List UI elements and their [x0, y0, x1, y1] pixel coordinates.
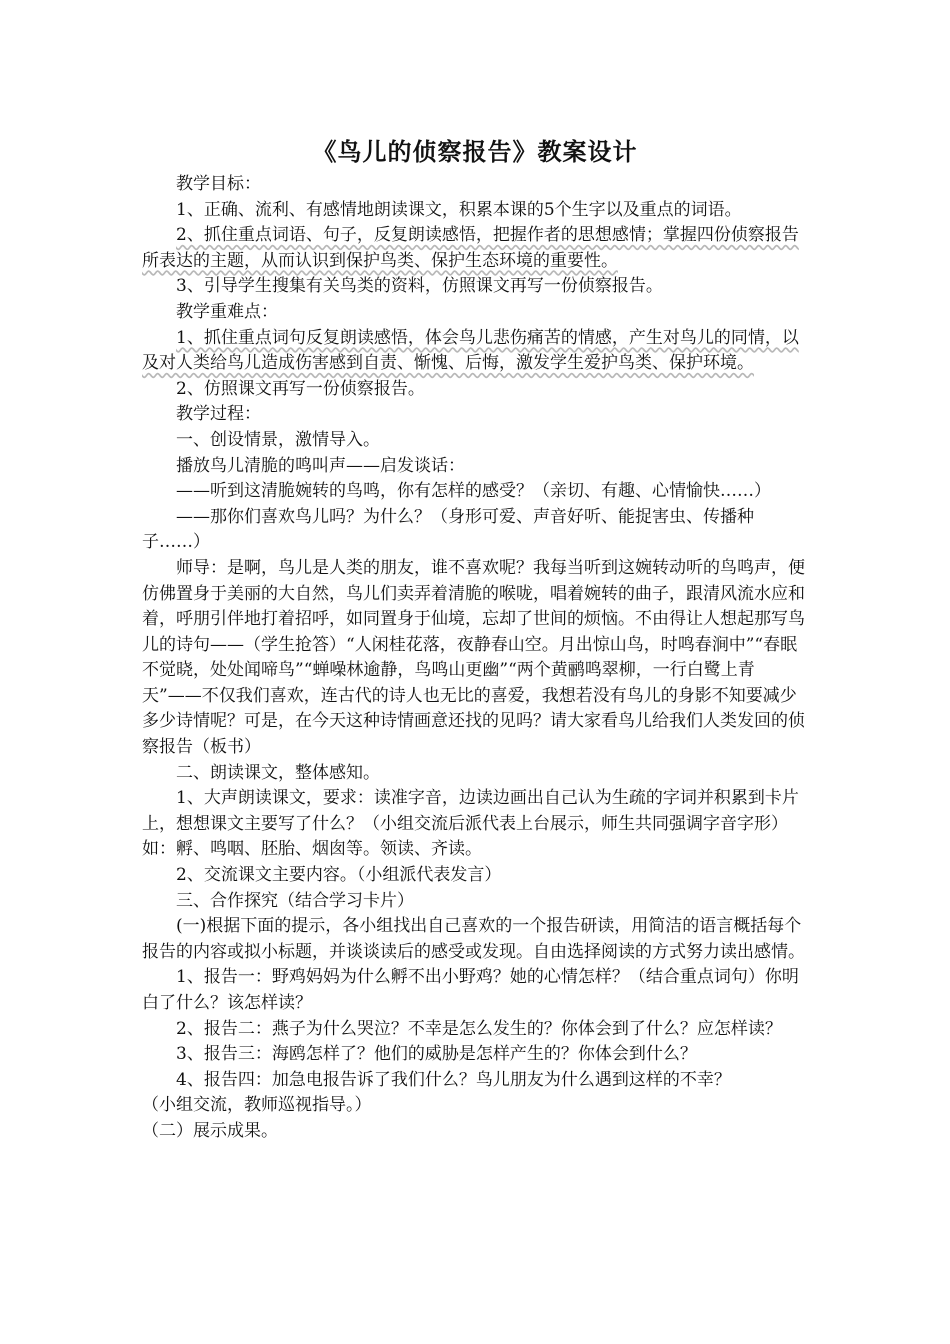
- paragraph: 1、正确、流利、有感情地朗读课文，积累本课的5个生字以及重点的词语。: [176, 199, 742, 220]
- paragraph: （小组交流，教师巡视指导。）: [142, 1095, 372, 1116]
- document-body: [142, 172, 810, 1145]
- paragraph: 3、报告三：海鸥怎样了？他们的威胁是怎样产生的？你体会到什么？: [176, 1044, 697, 1065]
- paragraph: [142, 326, 810, 377]
- paragraph: 2、仿照课文再写一份侦察报告。: [176, 378, 425, 399]
- paragraph: (一)根据下面的提示，各小组找出自己喜欢的一个报告研读，用简洁的语言概括每个报告的内容或拟小标题，并谈谈读后的感受或发现。自由选择阅读的方式努力读出感情。: [142, 916, 805, 962]
- paragraph: 一、创设情景，激情导入。: [176, 429, 380, 450]
- paragraph-text: 1、抓住重点词句反复朗读感悟，体会鸟儿悲伤痛苦的情感，产生对鸟儿的同情，以及对人类给鸟儿造成伤害感到自责、惭愧、后悔，激发学生爱护鸟类、保护环境。: [142, 327, 799, 374]
- paragraph: 三、合作探究（结合学习卡片）: [176, 890, 414, 911]
- paragraph: ——听到这清脆婉转的鸟鸣，你有怎样的感受？（亲切、有趣、心情愉快……）: [176, 481, 771, 502]
- paragraph: ——那你们喜欢鸟儿吗？为什么？（身形可爱、声音好听、能捉害虫、传播种子……）: [142, 506, 754, 553]
- paragraph: 教学目标：: [176, 174, 261, 194]
- paragraph: 播放鸟儿清脆的鸣叫声——启发谈话：: [176, 455, 465, 476]
- paragraph: 3、引导学生搜集有关鸟类的资料，仿照课文再写一份侦察报告。: [176, 276, 663, 297]
- paragraph: 师导：是啊，鸟儿是人类的朋友，谁不喜欢呢？我每当听到这婉转动听的鸟鸣声，便仿佛置身于美丽的大自然，鸟儿们卖弄着清脆的喉咙，唱着婉转的曲子，跟清风流水应和着，呼朋引伴地打着招呼，如同置身于仙境，忘却了世间的烦恼。不由得让人想起那写鸟儿的诗句——（学生抢答）“人闲桂花落，夜静春山空。月出惊山鸟，时鸣春涧中”“春眠不觉晓，处处闻啼鸟”“蝉噪林逾静，鸟鸣山更幽”“两个黄鹂鸣翠柳，一行白鹭上青天”——不仅我们喜欢，连古代的诗人也无比的喜爱，我想若没有鸟儿的身影不知要减少多少诗情呢？可是，在今天这种诗情画意还找的见吗？请大家看鸟儿给我们人类发回的侦察报告（板书）: [142, 557, 805, 758]
- paragraph: 二、朗读课文，整体感知。: [176, 762, 380, 783]
- document-title: 《鸟儿的侦察报告》教案设计: [312, 138, 638, 166]
- paragraph: 教学过程：: [176, 404, 261, 425]
- paragraph: 教学重难点：: [176, 301, 278, 322]
- paragraph-text: 2、抓住重点词语、句子，反复朗读感悟，把握作者的思想感情；掌握四份侦察报告所表达的主题，从而认识到保护鸟类、保护生态环境的重要性。: [142, 225, 799, 271]
- paragraph: [142, 223, 810, 274]
- paragraph: （二）展示成果。: [142, 1120, 278, 1141]
- paragraph: 2、交流课文主要内容。（小组派代表发言）: [176, 865, 502, 886]
- paragraph: 1、大声朗读课文，要求：读准字音，边读边画出自己认为生疏的字词并积累到卡片上，想想课文主要写了什么？（小组交流后派代表上台展示，师生共同强调字音字形）如：孵、鸣咽、胚胎、烟囱等。领读、齐读。: [142, 788, 799, 860]
- paragraph: 4、报告四：加急电报告诉了我们什么？鸟儿朋友为什么遇到这样的不幸？: [176, 1069, 731, 1090]
- paragraph: 2、报告二：燕子为什么哭泣？不幸是怎么发生的？你体会到了什么？应怎样读？: [176, 1018, 782, 1039]
- paragraph: 1、报告一：野鸡妈妈为什么孵不出小野鸡？她的心情怎样？（结合重点词句）你明白了什么？该怎样读？: [142, 967, 799, 1013]
